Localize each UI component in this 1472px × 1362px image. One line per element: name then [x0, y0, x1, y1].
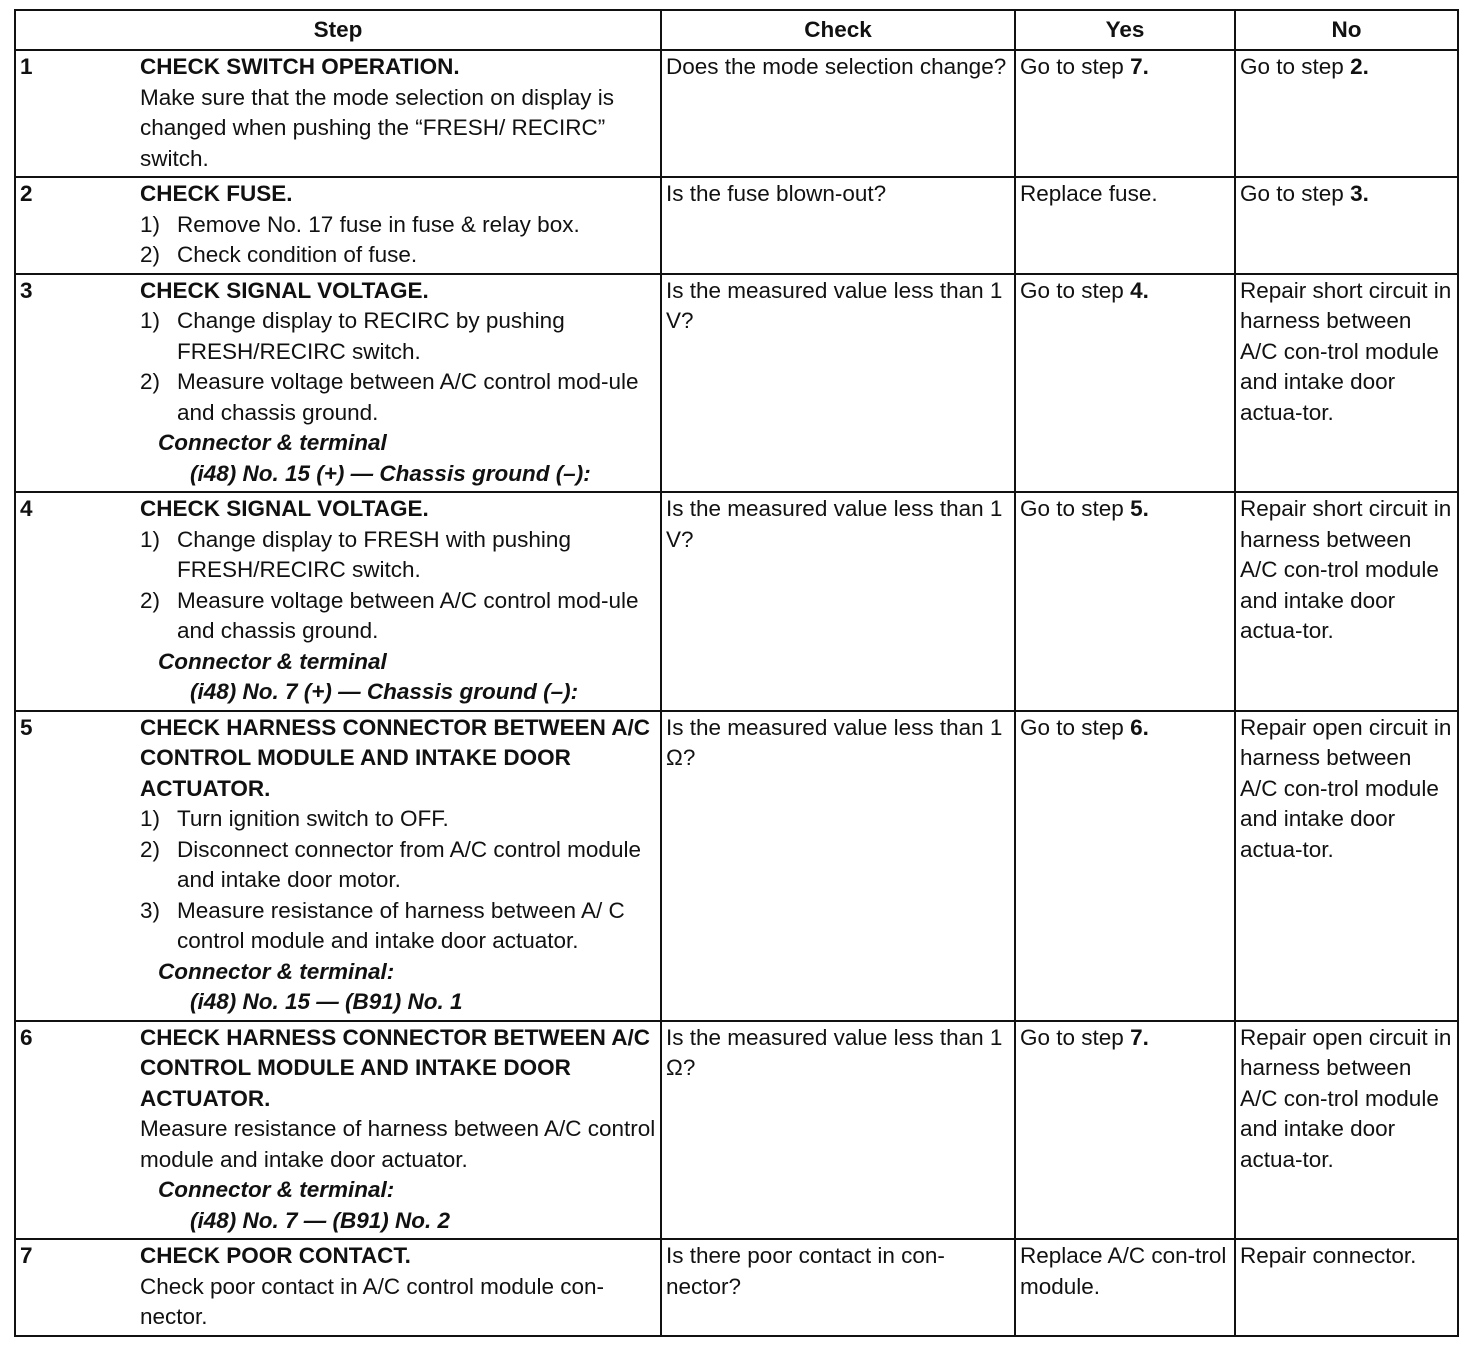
check-text: Is the measured value less than 1 Ω?: [666, 714, 1003, 770]
list-item: [140, 896, 656, 957]
list-item-text: Measure voltage between A/C control mod-ule and chassis ground.: [177, 587, 639, 643]
no-text: Repair connector.: [1240, 1243, 1417, 1268]
list-item-text: Check condition of fuse.: [177, 242, 418, 267]
no-cell: [1235, 711, 1458, 1021]
check-cell: [661, 711, 1015, 1021]
step-cell: [15, 274, 661, 493]
yes-cell: [1015, 50, 1235, 177]
table-row: [15, 1021, 1458, 1240]
header-check: Check: [661, 10, 1015, 50]
list-item-number: 2): [140, 836, 161, 862]
connector-label: Connector & terminal:: [158, 958, 395, 984]
list-item-text: Change display to RECIRC by pushing FRESH/RECIRC switch.: [177, 308, 565, 364]
connector-label: Connector & terminal: [158, 430, 387, 455]
list-item: [140, 525, 656, 586]
check-cell: [661, 1239, 1015, 1336]
yes-cell: [1015, 492, 1235, 711]
list-item-number: 3): [140, 897, 161, 923]
step-number: 4: [20, 496, 33, 521]
yes-cell: [1015, 274, 1235, 493]
list-item: [140, 586, 656, 647]
step-cell: [15, 492, 661, 711]
no-text: Repair short circuit in harness between A/C con-trol module and intake door actua-tor.: [1240, 496, 1452, 643]
list-item-number: 1): [140, 806, 161, 831]
no-step-ref: 3.: [1350, 181, 1369, 206]
table-row: [15, 274, 1458, 493]
yes-text: Replace fuse.: [1020, 181, 1158, 206]
list-item: [140, 835, 656, 896]
connector-terminal: (i48) No. 7 (+) — Chassis ground (–):: [190, 679, 579, 704]
step-cell: [15, 1021, 661, 1240]
yes-step-ref: 7.: [1130, 1024, 1149, 1050]
connector-terminal: (i48) No. 15 (+) — Chassis ground (–):: [190, 460, 591, 486]
table-row: [15, 711, 1458, 1021]
yes-text: Go to step: [1020, 54, 1131, 79]
step-number: 3: [20, 277, 33, 303]
yes-cell: [1015, 1239, 1235, 1336]
step-list: [140, 804, 656, 957]
list-item: [140, 367, 656, 428]
list-item: [140, 210, 656, 241]
check-cell: [661, 50, 1015, 177]
no-cell: [1235, 274, 1458, 493]
check-cell: [661, 274, 1015, 493]
header-step: Step: [15, 10, 661, 50]
header-row: [15, 10, 1458, 50]
check-text: Is the fuse blown-out?: [666, 181, 887, 206]
header-no: No: [1235, 10, 1458, 50]
no-text: Go to step: [1240, 181, 1351, 206]
step-title: CHECK FUSE.: [140, 181, 293, 206]
no-cell: [1235, 1239, 1458, 1336]
step-body: Measure resistance of harness between A/C control module and intake door actuator.: [140, 1116, 656, 1172]
step-number: 1: [20, 54, 33, 79]
connector-terminal: (i48) No. 7 — (B91) No. 2: [190, 1207, 451, 1233]
yes-cell: [1015, 177, 1235, 274]
step-title: CHECK SWITCH OPERATION.: [140, 54, 460, 79]
list-item: [140, 240, 656, 271]
yes-text: Go to step: [1020, 714, 1131, 740]
step-cell: [15, 711, 661, 1021]
list-item-number: 1): [140, 526, 161, 552]
step-title: CHECK POOR CONTACT.: [140, 1243, 411, 1268]
yes-step-ref: 5.: [1130, 496, 1149, 521]
list-item-text: Measure resistance of harness between A/ C control module and intake door actuator.: [177, 897, 625, 953]
table-row: [15, 50, 1458, 177]
no-text: Repair open circuit in harness between A/C con-trol module and intake door actua-tor.: [1240, 1024, 1452, 1172]
yes-step-ref: 6.: [1130, 714, 1149, 740]
step-list: [140, 525, 656, 647]
step-list: [140, 306, 656, 428]
step-title: CHECK SIGNAL VOLTAGE.: [140, 496, 429, 521]
connector-label: Connector & terminal:: [158, 1177, 395, 1202]
table-row: [15, 492, 1458, 711]
step-number: 6: [20, 1024, 33, 1050]
connector-terminal: (i48) No. 15 — (B91) No. 1: [190, 989, 463, 1014]
check-cell: [661, 1021, 1015, 1240]
check-text: Is the measured value less than 1 V?: [666, 496, 1003, 552]
list-item-number: 2): [140, 587, 161, 613]
no-text: Repair open circuit in harness between A/C con-trol module and intake door actua-tor.: [1240, 714, 1452, 862]
no-cell: [1235, 1021, 1458, 1240]
list-item-text: Measure voltage between A/C control mod-ule and chassis ground.: [177, 369, 639, 425]
header-yes: Yes: [1015, 10, 1235, 50]
list-item: [140, 804, 656, 835]
list-item-text: Change display to FRESH with pushing FRESH/RECIRC switch.: [177, 526, 571, 582]
step-body: Check poor contact in A/C control module con-nector.: [140, 1273, 604, 1329]
step-title: CHECK HARNESS CONNECTOR BETWEEN A/C CONTROL MODULE AND INTAKE DOOR ACTUATOR.: [140, 714, 651, 801]
step-title: CHECK SIGNAL VOLTAGE.: [140, 277, 429, 303]
step-cell: [15, 177, 661, 274]
step-list: [140, 210, 656, 271]
list-item: [140, 306, 656, 367]
step-number: 7: [20, 1243, 33, 1268]
yes-text: Go to step: [1020, 1024, 1131, 1050]
list-item-number: 2): [140, 242, 161, 267]
list-item-text: Remove No. 17 fuse in fuse & relay box.: [177, 211, 580, 237]
list-item-text: Disconnect connector from A/C control module and intake door motor.: [177, 836, 641, 892]
yes-text: Go to step: [1020, 277, 1131, 303]
list-item-number: 2): [140, 369, 161, 394]
no-text: Go to step: [1240, 54, 1351, 79]
step-title: CHECK HARNESS CONNECTOR BETWEEN A/C CONTROL MODULE AND INTAKE DOOR ACTUATOR.: [140, 1024, 651, 1111]
list-item-number: 1): [140, 211, 161, 237]
yes-step-ref: 7.: [1130, 54, 1149, 79]
step-number: 5: [20, 714, 33, 740]
yes-cell: [1015, 711, 1235, 1021]
check-text: Is the measured value less than 1 V?: [666, 277, 1003, 333]
no-text: Repair short circuit in harness between A/C con-trol module and intake door actua-tor.: [1240, 277, 1452, 425]
no-step-ref: 2.: [1350, 54, 1369, 79]
check-text: Is the measured value less than 1 Ω?: [666, 1024, 1003, 1080]
step-number: 2: [20, 181, 33, 206]
yes-cell: [1015, 1021, 1235, 1240]
diagnostic-table: [14, 9, 1459, 1337]
connector-label: Connector & terminal: [158, 648, 387, 674]
check-text: Does the mode selection change?: [666, 54, 1007, 79]
list-item-text: Turn ignition switch to OFF.: [177, 806, 449, 831]
no-cell: [1235, 177, 1458, 274]
step-cell: [15, 50, 661, 177]
table-row: [15, 177, 1458, 274]
check-cell: [661, 492, 1015, 711]
yes-step-ref: 4.: [1130, 277, 1149, 303]
table-row: [15, 1239, 1458, 1336]
yes-text: Go to step: [1020, 496, 1131, 521]
yes-text: Replace A/C con-trol module.: [1020, 1243, 1227, 1299]
no-cell: [1235, 50, 1458, 177]
check-text: Is there poor contact in con-nector?: [666, 1243, 945, 1299]
list-item-number: 1): [140, 308, 161, 333]
no-cell: [1235, 492, 1458, 711]
step-body: Make sure that the mode selection on display is changed when pushing the “FRESH/ RECIRC” switch.: [140, 84, 615, 171]
check-cell: [661, 177, 1015, 274]
step-cell: [15, 1239, 661, 1336]
